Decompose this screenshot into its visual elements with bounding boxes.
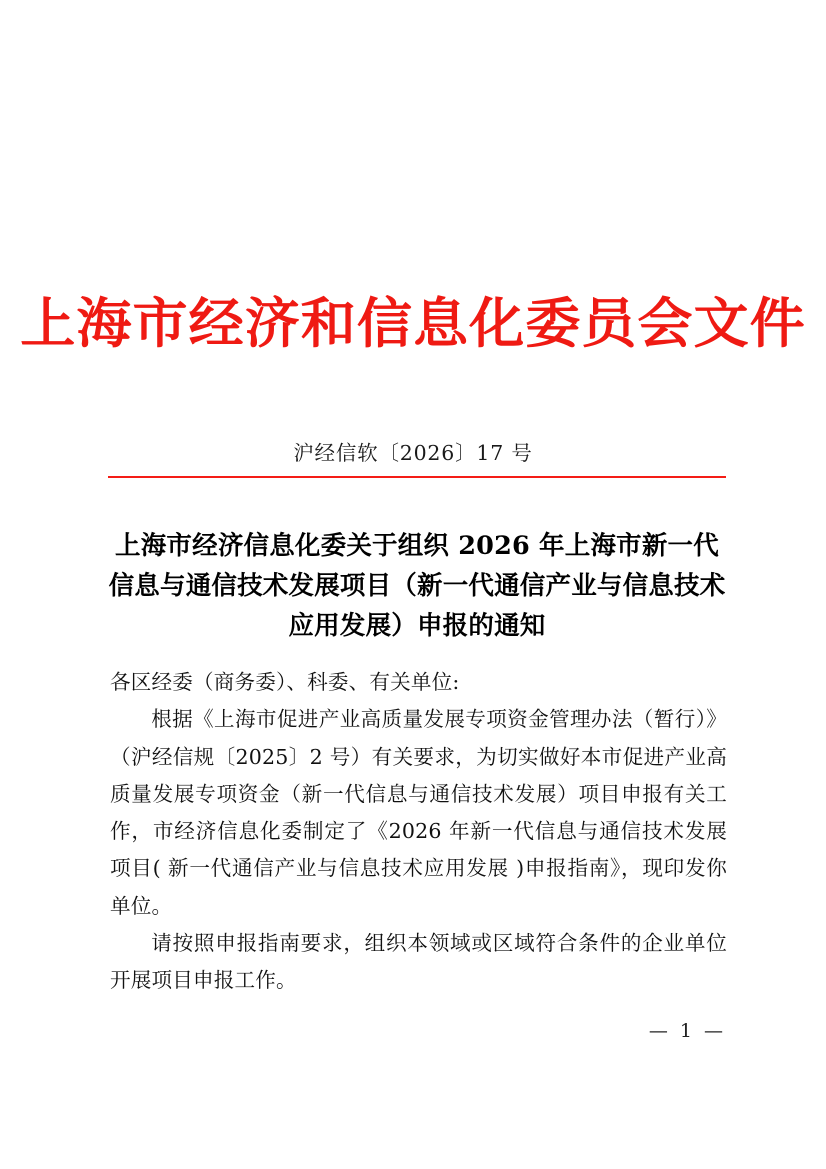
page-number-marker: — 1 — <box>648 1020 726 1042</box>
headline-line-3: 应用发展）申报的通知 <box>288 611 546 641</box>
body-paragraph-basis: 根据《上海市促进产业高质量发展专项资金管理办法（暂行）》（沪经信规〔2025〕2 号）有关要求，为切实做好本市促进产业高质量发展专项资金（新一代信息与通信技术发展）项目申报有关工作，市经济信息化委制定了《2026 年新一代信息与通信技术发展项目( 新一代通信产业与信息技术应用发展 )申报指南》，现印发你单位。 <box>110 707 727 918</box>
document-serial-number: 沪经信软〔2026〕17 号 <box>293 441 533 465</box>
body-paragraph-addressee: 各区经委（商务委）、科委、有关单位: <box>110 670 460 694</box>
document-body <box>110 664 727 1000</box>
body-paragraph-instruction: 请按照申报指南要求，组织本领域或区域符合条件的企业单位开展项目申报工作。 <box>110 931 727 993</box>
headline-line-1: 上海市经济信息化委关于组织 2026 年上海市新一代 <box>115 531 719 561</box>
headline-line-2: 信息与通信技术发展项目（新一代通信产业与信息技术 <box>108 571 726 601</box>
red-separator-rule <box>108 476 726 478</box>
masthead-title: 上海市经济和信息化委员会文件 <box>20 291 806 355</box>
document-headline <box>108 526 726 646</box>
